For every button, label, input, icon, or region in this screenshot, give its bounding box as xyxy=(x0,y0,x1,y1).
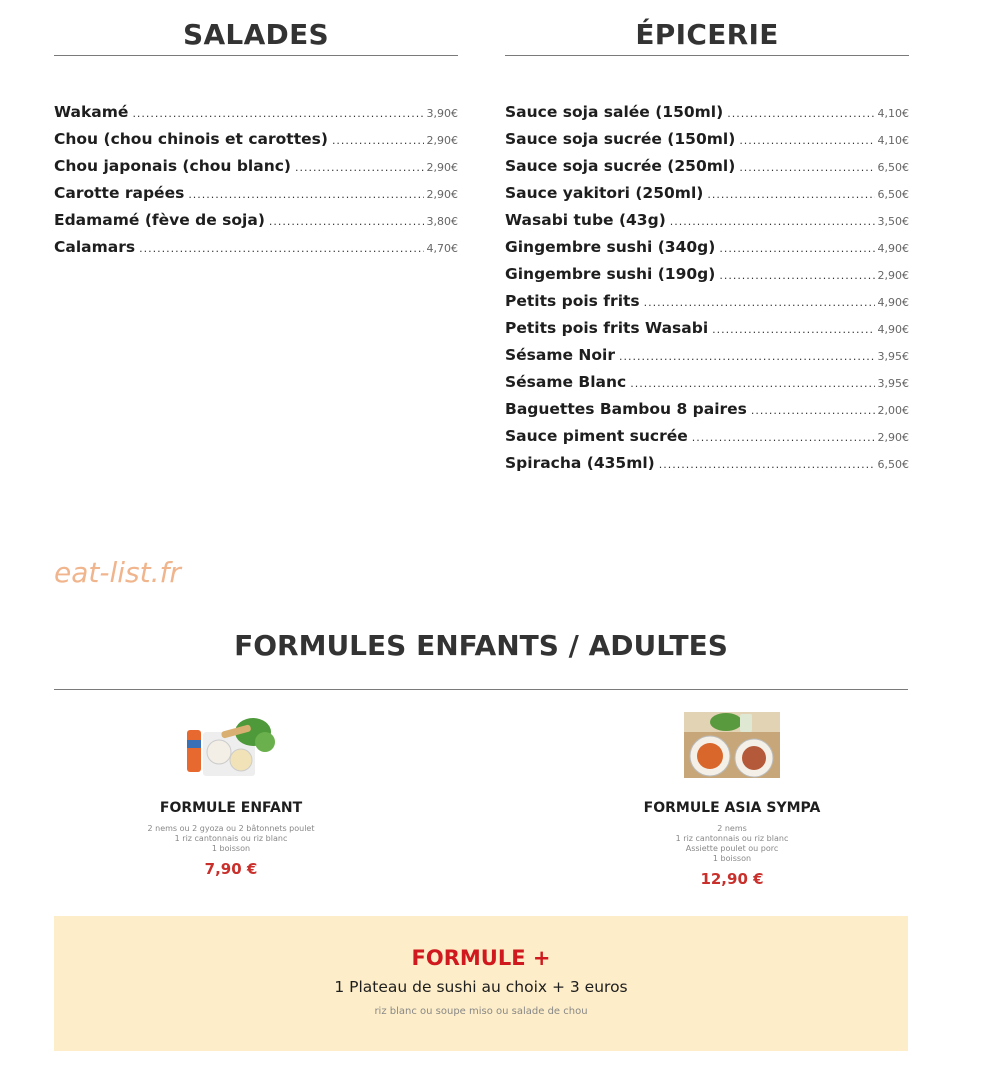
menu-item-leader-dots xyxy=(269,208,424,235)
formule-asia-price: 12,90 € xyxy=(700,870,764,888)
menu-item-price: 2,90€ xyxy=(426,161,458,174)
menu-item xyxy=(505,126,909,153)
menu-item-name: Sauce soja sucrée (250ml) xyxy=(505,157,736,175)
formule-plus-title: FORMULE + xyxy=(411,946,551,970)
menu-item-price: 4,70€ xyxy=(426,242,458,255)
menu-item-price: 4,10€ xyxy=(877,107,909,120)
menu-item xyxy=(54,234,458,261)
menu-item-price: 3,80€ xyxy=(426,215,458,228)
salades-title: SALADES xyxy=(54,0,458,56)
menu-item-leader-dots xyxy=(619,343,875,370)
menu-item-price: 6,50€ xyxy=(877,188,909,201)
menu-item-price: 4,10€ xyxy=(877,134,909,147)
formule-enfant-desc-line: 1 boisson xyxy=(211,844,251,853)
menu-item xyxy=(505,261,909,288)
menu-item-name: Carotte rapées xyxy=(54,184,185,202)
menu-item-price: 2,90€ xyxy=(877,269,909,282)
menu-item xyxy=(505,342,909,369)
formule-enfant-image xyxy=(183,712,279,778)
menu-item-leader-dots xyxy=(295,154,424,181)
menu-item xyxy=(54,180,458,207)
menu-item-leader-dots xyxy=(719,235,874,262)
formules-title: FORMULES ENFANTS / ADULTES xyxy=(54,620,908,690)
menu-item-leader-dots xyxy=(712,316,874,343)
menu-item-name: Gingembre sushi (340g) xyxy=(505,238,716,256)
epicerie-section xyxy=(505,0,909,477)
menu-item-price: 3,95€ xyxy=(877,377,909,390)
menu-item-price: 2,90€ xyxy=(426,134,458,147)
menu-item-name: Gingembre sushi (190g) xyxy=(505,265,716,283)
formule-plus-note: riz blanc ou soupe miso ou salade de chou xyxy=(374,1006,588,1017)
formule-asia-image xyxy=(684,712,780,778)
menu-item xyxy=(505,180,909,207)
menu-item-name: Sésame Noir xyxy=(505,346,615,364)
menu-item-leader-dots xyxy=(644,289,875,316)
formule-enfant-desc xyxy=(81,824,381,854)
menu-item-name: Edamamé (fève de soja) xyxy=(54,211,265,229)
menu-item-leader-dots xyxy=(188,181,423,208)
formule-asia-desc-line: 1 riz cantonnais ou riz blanc xyxy=(675,834,789,843)
menu-item-name: Spiracha (435ml) xyxy=(505,454,655,472)
menu-item-leader-dots xyxy=(751,397,875,424)
formule-enfant-desc-line: 1 riz cantonnais ou riz blanc xyxy=(174,834,288,843)
menu-item-name: Sauce yakitori (250ml) xyxy=(505,184,704,202)
formule-asia-desc-line: 1 boisson xyxy=(712,854,752,863)
menu-item-leader-dots xyxy=(332,127,424,154)
formule-plus-subtitle: 1 Plateau de sushi au choix + 3 euros xyxy=(334,978,628,996)
menu-item xyxy=(54,207,458,234)
menu-item xyxy=(505,153,909,180)
menu-item-leader-dots xyxy=(719,262,874,289)
menu-item-price: 3,90€ xyxy=(426,107,458,120)
formule-asia-desc-line: 2 nems xyxy=(717,824,747,833)
menu-item-name: Calamars xyxy=(54,238,136,256)
menu-item xyxy=(54,153,458,180)
formule-asia-card xyxy=(582,712,882,888)
menu-item-price: 3,50€ xyxy=(877,215,909,228)
menu-item xyxy=(505,450,909,477)
menu-item-leader-dots xyxy=(659,451,875,478)
menu-item-price: 4,90€ xyxy=(877,242,909,255)
menu-item-leader-dots xyxy=(739,154,874,181)
menu-item-name: Sauce soja salée (150ml) xyxy=(505,103,724,121)
menu-item-name: Petits pois frits xyxy=(505,292,640,310)
menu-item-price: 2,90€ xyxy=(426,188,458,201)
menu-item-price: 3,95€ xyxy=(877,350,909,363)
menu-item-leader-dots xyxy=(139,235,423,262)
menu-item-name: Baguettes Bambou 8 paires xyxy=(505,400,747,418)
formule-asia-desc xyxy=(582,824,882,864)
menu-item xyxy=(505,288,909,315)
formule-plus-banner xyxy=(54,916,908,1051)
menu-item-name: Wasabi tube (43g) xyxy=(505,211,666,229)
menu-item xyxy=(505,99,909,126)
menu-item xyxy=(54,126,458,153)
menu-item-price: 4,90€ xyxy=(877,296,909,309)
menu-item-name: Sauce piment sucrée xyxy=(505,427,688,445)
salades-list xyxy=(54,99,458,261)
menu-item-name: Petits pois frits Wasabi xyxy=(505,319,709,337)
menu-item xyxy=(505,396,909,423)
formule-enfant-card xyxy=(81,712,381,878)
menu-item-leader-dots xyxy=(630,370,874,397)
menu-item-name: Sauce soja sucrée (150ml) xyxy=(505,130,736,148)
menu-item-name: Chou japonais (chou blanc) xyxy=(54,157,291,175)
formule-asia-name: FORMULE ASIA SYMPA xyxy=(643,800,821,816)
salades-section xyxy=(54,0,458,261)
epicerie-title: ÉPICERIE xyxy=(505,0,909,56)
formule-enfant-name: FORMULE ENFANT xyxy=(159,800,303,816)
menu-item-name: Wakamé xyxy=(54,103,129,121)
menu-item-leader-dots xyxy=(132,100,423,127)
menu-item xyxy=(54,99,458,126)
menu-item xyxy=(505,234,909,261)
menu-item-name: Sésame Blanc xyxy=(505,373,627,391)
menu-item-price: 2,90€ xyxy=(877,431,909,444)
formule-asia-desc-line: Assiette poulet ou porc xyxy=(685,844,779,853)
menu-item xyxy=(505,207,909,234)
menu-item-price: 6,50€ xyxy=(877,458,909,471)
epicerie-list xyxy=(505,99,909,477)
menu-item-leader-dots xyxy=(670,208,875,235)
menu-item-leader-dots xyxy=(707,181,874,208)
menu-item-price: 4,90€ xyxy=(877,323,909,336)
watermark: eat-list.fr xyxy=(54,556,181,589)
menu-item-leader-dots xyxy=(739,127,874,154)
menu-item xyxy=(505,315,909,342)
formule-enfant-desc-line: 2 nems ou 2 gyoza ou 2 bâtonnets poulet xyxy=(147,824,315,833)
menu-item-leader-dots xyxy=(727,100,874,127)
menu-item-leader-dots xyxy=(692,424,875,451)
menu-item xyxy=(505,423,909,450)
menu-item-name: Chou (chou chinois et carottes) xyxy=(54,130,328,148)
menu-item-price: 6,50€ xyxy=(877,161,909,174)
menu-item xyxy=(505,369,909,396)
formule-enfant-price: 7,90 € xyxy=(204,860,258,878)
menu-item-price: 2,00€ xyxy=(877,404,909,417)
